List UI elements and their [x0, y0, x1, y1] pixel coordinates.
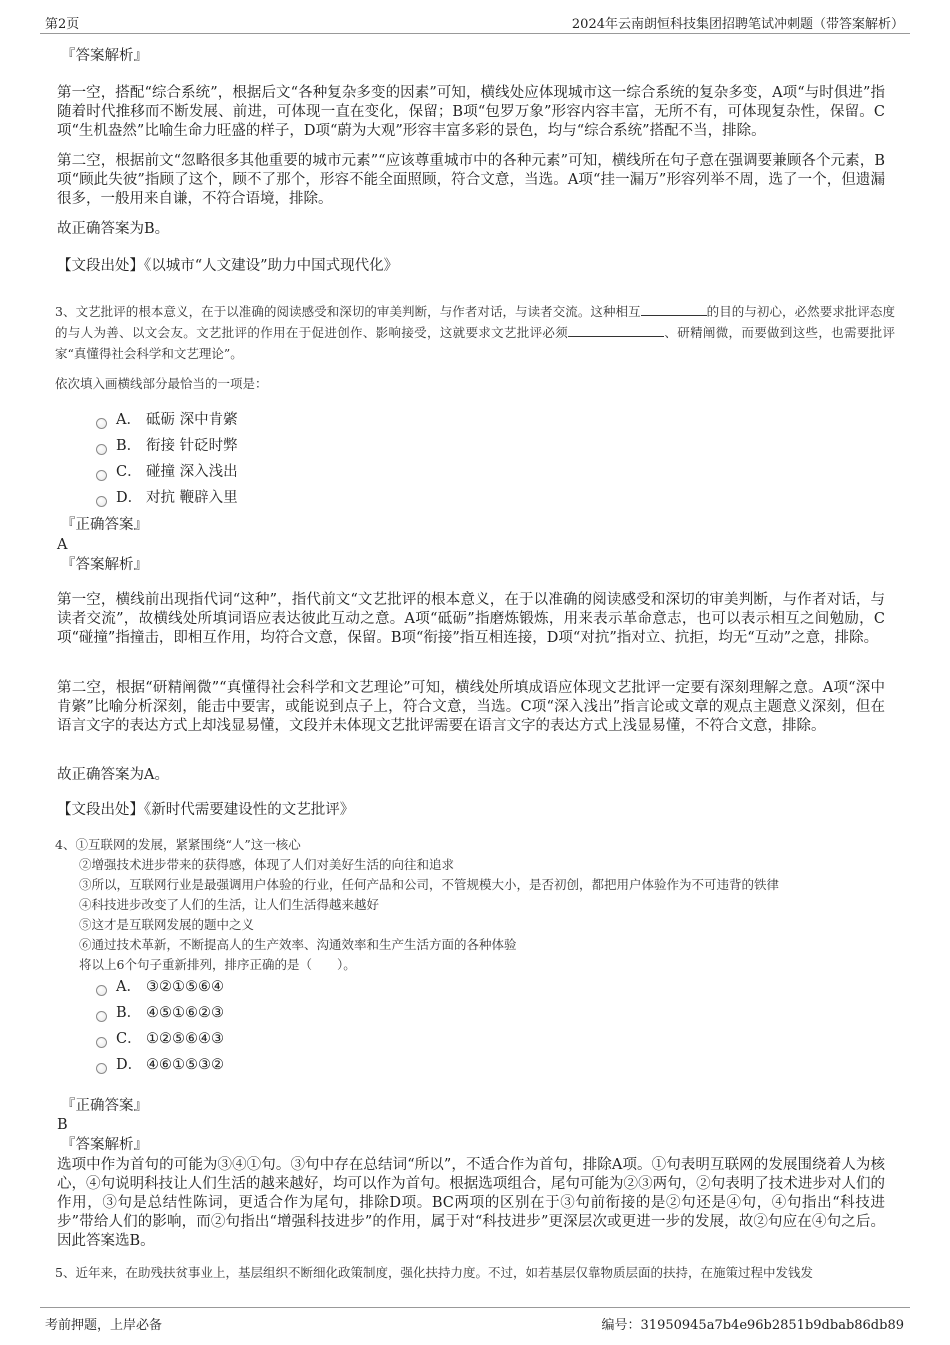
q4-sentence-6: ⑥通过技术革新，不断提高人的生产效率、沟通效率和生产生活方面的各种体验: [79, 937, 517, 952]
q4-sentence-3: ③所以，互联网行业是最强调用户体验的行业，任何产品和公司，不管规模大小，是否初创，都把用户体验作为不可违背的铁律: [79, 877, 780, 892]
q3-option-a[interactable]: A． 砥砺 深中肯綮: [96, 408, 238, 432]
q4-option-a[interactable]: A． ③②①⑤⑥④: [96, 975, 224, 999]
q4-sentence-2: ②增强技术进步带来的获得感，体现了人们对美好生活的向往和追求: [79, 857, 455, 872]
q4-sentence-5: ⑤这才是互联网发展的题中之义: [79, 917, 255, 932]
document-title: 2024年云南朗恒科技集团招聘笔试冲刺题（带答案解析）: [571, 17, 904, 32]
q3-conclusion: 故正确答案为A。: [57, 767, 169, 783]
radio-icon[interactable]: [96, 444, 107, 455]
radio-icon[interactable]: [96, 418, 107, 429]
q3-answer: A: [57, 537, 68, 553]
q2-conclusion: 故正确答案为B。: [57, 221, 170, 237]
blank-1: [641, 302, 707, 316]
q4-prompt: 将以上6个句子重新排列，排序正确的是（ ）。: [79, 957, 356, 972]
q2-source: 【文段出处】《以城市“人文建设”助力中国式现代化》: [57, 258, 399, 274]
q3-option-d[interactable]: D． 对抗 鞭辟入里: [96, 486, 238, 510]
q3-analysis-label: 『答案解析』: [61, 557, 148, 573]
q3-analysis-para1: 第一空，横线前出现指代词“这种”，指代前文“文艺批评的根本意义，在于以准确的阅读感受和深切的审美判断，与作者对话，与读者交流”，故横线处所填词语应表达彼此互动之意。A项“砥砺”指磨炼锻炼，用来表示革命意志，也可以表示相互之间勉励，C项“碰撞”指撞击，即相互作用，均符合文意，保留。B项“衔接”指互相连接，D项“对抗”指对立、抗拒，均无“互动”之意，排除。: [57, 592, 885, 646]
q4-option-c[interactable]: C． ①②⑤⑥④③: [96, 1027, 224, 1051]
radio-icon[interactable]: [96, 1011, 107, 1022]
q4-sentence-4: ④科技进步改变了人们的生活，让人们生活得越来越好: [79, 897, 380, 912]
document-id: 编号：31950945a7b4e96b2851b9dbab86db89: [601, 1318, 904, 1333]
q3-answer-label: 『正确答案』: [61, 517, 148, 533]
radio-icon[interactable]: [96, 1037, 107, 1048]
q2-analysis-para2: 第二空，根据前文“忽略很多其他重要的城市元素”“应该尊重城市中的各种元素”可知，横线所在句子意在强调要兼顾各个元素，B项“顾此失彼”指顾了这个，顾不了那个，形容不能全面照顾，符合文意，当选。A项“挂一漏万”形容列举不周，选了一个，但遗漏很多，一般用来自谦，不符合语境，排除。: [57, 153, 885, 207]
q4-sentence-1: 4、①互联网的发展，紧紧围绕“人”这一核心: [55, 837, 301, 852]
radio-icon[interactable]: [96, 1063, 107, 1074]
q4-answer: B: [57, 1117, 68, 1133]
q3-analysis-para2: 第二空，根据“研精阐微”“真懂得社会科学和文艺理论”可知，横线处所填成语应体现文艺批评一定要有深刻理解之意。A项“深中肯綮”比喻分析深刻，能击中要害，或能说到点子上，符合文意，当选。C项“深入浅出”指言论或文章的观点主题意义深刻，但在语言文字的表达方式上却浅显易懂，文段并未体现文艺批评需要在语言文字的表达方式上浅显易懂，不符合文意，排除。: [57, 680, 885, 734]
q4-analysis-label: 『答案解析』: [61, 1137, 148, 1153]
q3-source: 【文段出处】《新时代需要建设性的文艺批评》: [57, 802, 355, 818]
q3-option-b[interactable]: B． 衔接 针砭时弊: [96, 434, 238, 458]
q4-option-b[interactable]: B． ④⑤①⑥②③: [96, 1001, 224, 1025]
page-header: [40, 10, 910, 34]
q2-analysis-para1: 第一空，搭配“综合系统”，根据后文“各种复杂多变的因素”可知，横线处应体现城市这一综合系统的复杂多变，A项“与时俱进”指随着时代推移而不断发展、前进，可体现一直在变化，保留；B项“包罗万象”形容内容丰富，无所不有，可体现复杂性，保留。C项“生机盎然”比喻生命力旺盛的样子，D项“蔚为大观”形容丰富多彩的景色，均与“综合系统”搭配不当，排除。: [57, 85, 885, 139]
radio-icon[interactable]: [96, 985, 107, 996]
page-number: 第2页: [45, 17, 80, 32]
q3-stem: 3、文艺批评的根本意义，在于以准确的阅读感受和深切的审美判断，与作者对话，与读者交流。这种相互 的目的与初心，必然要求批评态度的与人为善、以文会友。文艺批评的作用在于促进创作、影响接受，这就要求文艺批评必须 、研精阐微，而要做到这些，也需要批评家“真懂得社会科学和文艺理论”。: [55, 304, 895, 361]
blank-2: [568, 323, 664, 337]
q4-analysis: 选项中作为首句的可能为③④①句。③句中存在总结词“所以”，不适合作为首句，排除A项。①句表明互联网的发展围绕着人为核心，④句说明科技让人们生活的越来越好，均可以作为首句。根据选项组合，尾句可能为②③两句，②句表明了技术进步对人们的作用，③句是总结性陈词，更适合作为尾句，排除D项。BC两项的区别在于③句前衔接的是②句还是④句，④句指出“科技进步”带给人们的影响，而②句指出“增强科技进步”的作用，属于对“科技进步”更深层次或更进一步的发展，故②句应在④句之后。因此答案选B。: [57, 1157, 885, 1249]
q2-analysis-label: 『答案解析』: [61, 48, 148, 64]
radio-icon[interactable]: [96, 496, 107, 507]
q4-option-d[interactable]: D． ④⑥①⑤③②: [96, 1053, 224, 1077]
q5-stem: 5、近年来，在助残扶贫事业上，基层组织不断细化政策制度，强化扶持力度。不过，如若基层仅靠物质层面的扶持，在施策过程中发钱发: [55, 1265, 813, 1280]
q3-prompt: 依次填入画横线部分最恰当的一项是：: [55, 376, 268, 391]
page-footer: [40, 1307, 910, 1337]
radio-icon[interactable]: [96, 470, 107, 481]
q3-option-c[interactable]: C． 碰撞 深入浅出: [96, 460, 238, 484]
footer-slogan: 考前押题，上岸必备: [45, 1318, 163, 1333]
q4-answer-label: 『正确答案』: [61, 1098, 148, 1114]
